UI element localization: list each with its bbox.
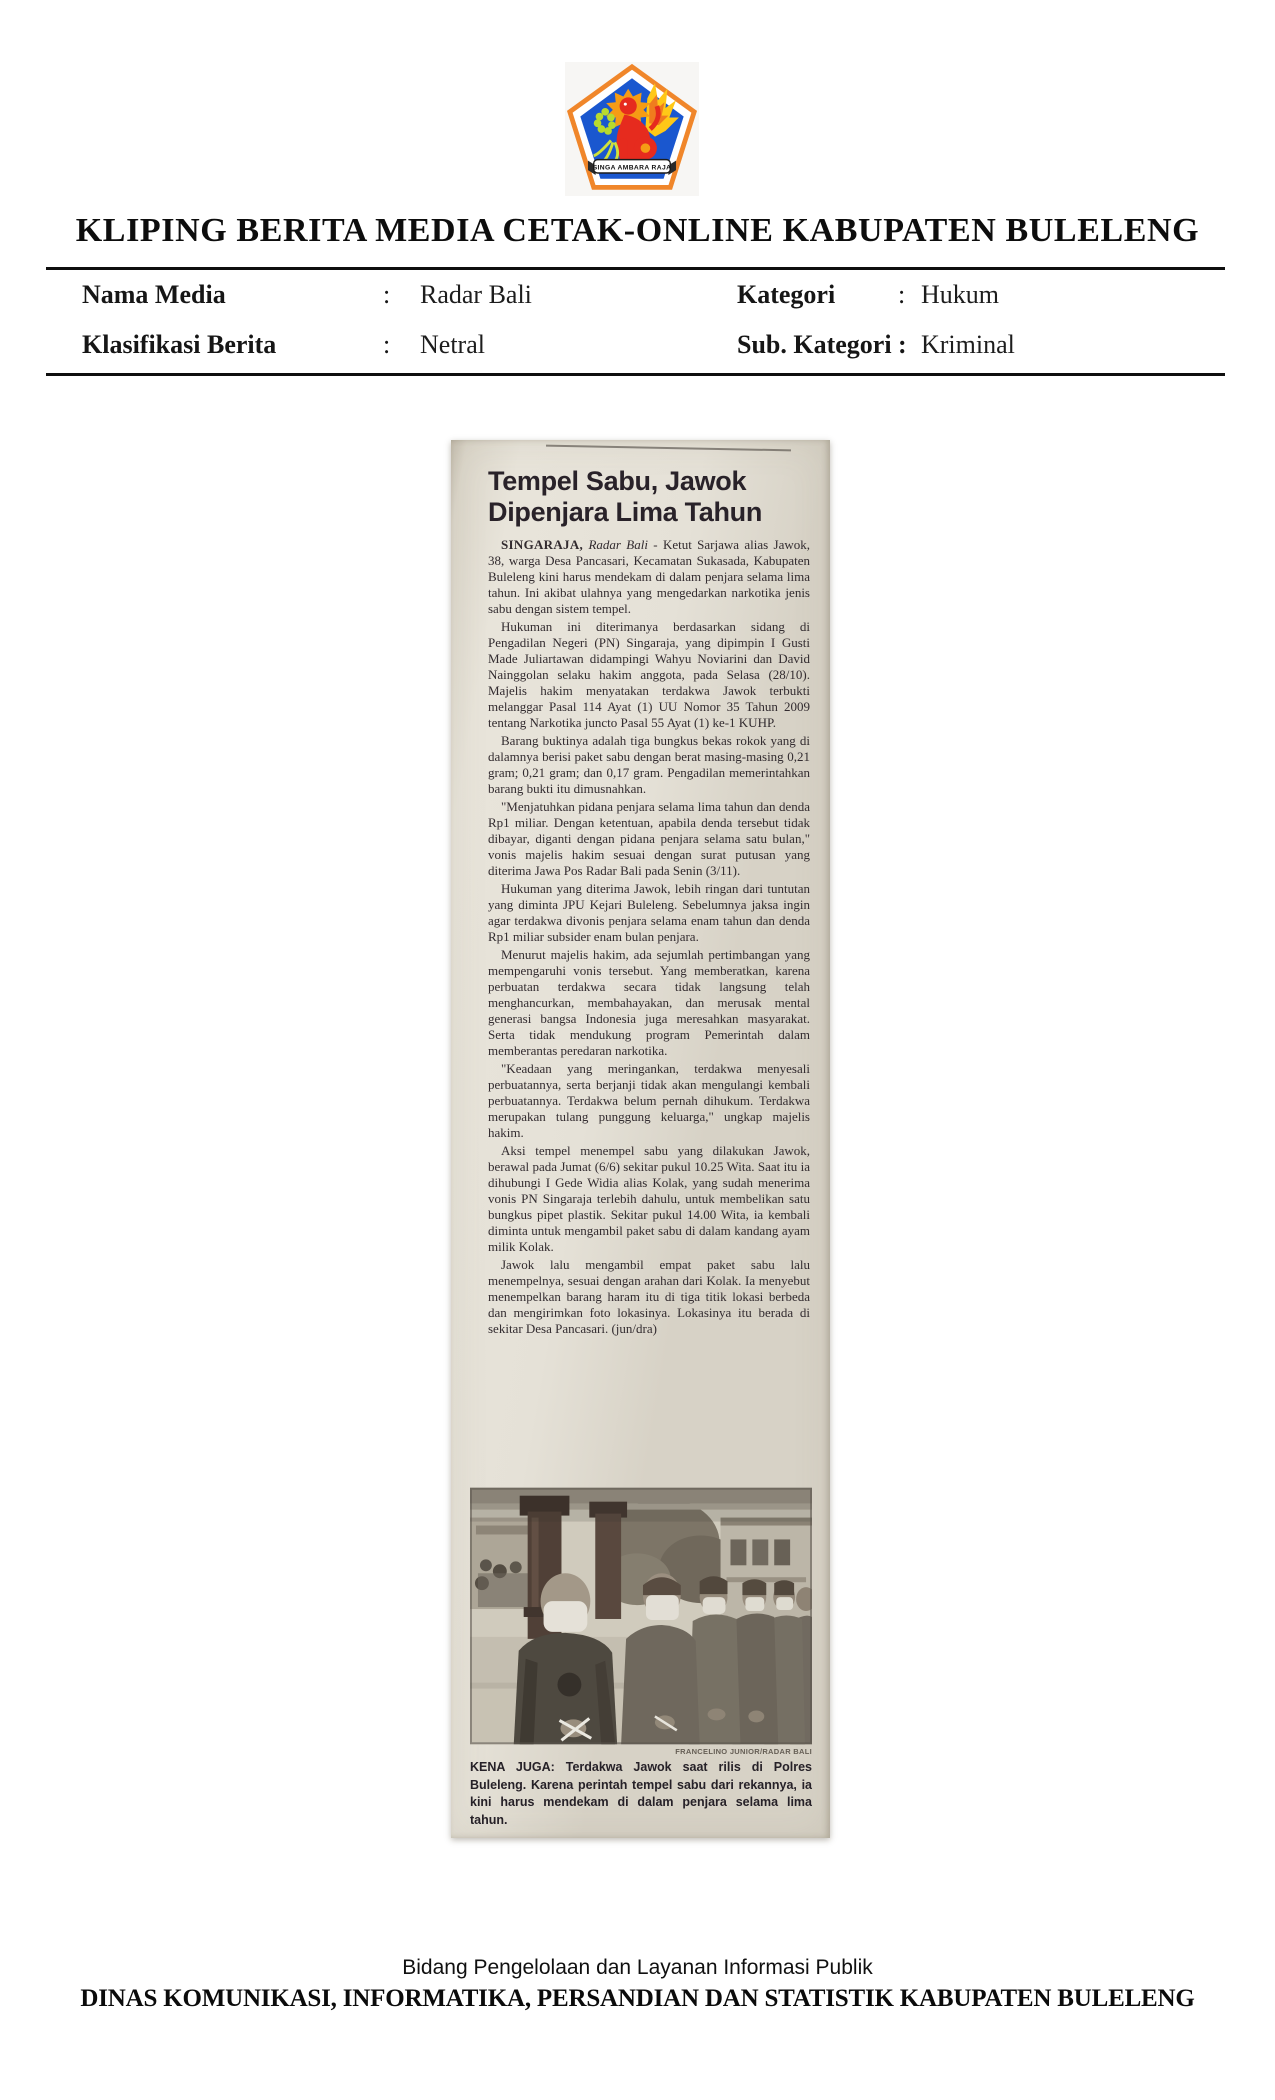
meta-value-kategori: Hukum bbox=[921, 280, 999, 309]
article-lead-text: - Ketut Sarjawa alias Jawok, 38, warga Desa Pancasari, Kecamatan Sukasada, Kabupaten Buleleng kini harus mendekam di dalam penjara selama lima tahun. Ini akibat ulahnya yang mengedarkan narkotika jenis sabu dengan sistem tempel. bbox=[488, 537, 810, 617]
article-photo bbox=[470, 1487, 812, 1745]
photo-caption-lead: KENA JUGA: bbox=[470, 1760, 555, 1775]
meta-colon: : bbox=[383, 280, 391, 309]
metadata-table bbox=[82, 280, 1222, 380]
photo-caption bbox=[470, 1759, 812, 1829]
meta-colon: : bbox=[898, 280, 906, 309]
photo-credit: FRANCELINO JUNIOR/RADAR BALI bbox=[675, 1747, 812, 1757]
meta-label-klasifikasi: Klasifikasi Berita bbox=[82, 330, 277, 359]
article-paragraph-lead bbox=[488, 537, 810, 617]
banner-text: SINGA AMBARA RAJA bbox=[592, 164, 672, 172]
headline-line-2: Dipenjara Lima Tahun bbox=[488, 497, 763, 528]
footer-division-line: Bidang Pengelolaan dan Layanan Informasi Publik bbox=[402, 1956, 873, 1979]
article-paragraph: Hukuman ini diterimanya berdasarkan sidang di Pengadilan Negeri (PN) Singaraja, yang dipimpin I Gusti Made Juliartawan didampingi Wahyu Noviarini dan David Nainggolan selaku hakim anggota, pada Selasa (28/10). Majelis hakim menyatakan terdakwa Jawok terbukti melanggar Pasal 114 Ayat (1) UU Nomor 35 Tahun 2009 tentang Narkotika juncto Pasal 55 Ayat (1) ke-1 KUHP. bbox=[488, 619, 810, 731]
meta-value-sub-kategori: Kriminal bbox=[921, 330, 1015, 359]
buleleng-emblem-icon bbox=[565, 62, 699, 196]
meta-label-kategori: Kategori bbox=[737, 280, 836, 309]
banner-ribbon bbox=[588, 160, 676, 175]
photo-sepia-overlay bbox=[470, 1488, 812, 1745]
article-paragraph: "Keadaan yang meringankan, terdakwa menyesali perbuatannya, serta berjanji tidak akan mengulangi kembali perbuatannya. Terdakwa belum pernah dihukum. Terdakwa merupakan tulang punggung keluarga," ungkap majelis hakim. bbox=[488, 1061, 810, 1141]
article-paragraph: Hukuman yang diterima Jawok, lebih ringan dari tuntutan yang diminta JPU Kejari Buleleng. Sebelumnya jaksa ingin agar terdakwa divonis penjara selama enam tahun dan denda Rp1 miliar subsider enam bulan penjara. bbox=[488, 881, 810, 945]
article-body bbox=[488, 537, 810, 1481]
article-headline bbox=[488, 466, 810, 528]
article-paragraph: Aksi tempel menempel sabu yang dilakukan Jawok, berawal pada Jumat (6/6) sekitar pukul 10.25 Wita. Saat itu ia dihubungi I Gede Widia alias Kolak, yang sudah menerima vonis PN Singaraja terlebih dahulu, untuk membelikan satu bungkus pipet plastik. Sekitar pukul 14.00 Wita, ia kembali diminta untuk mengambil paket sabu di dalam kandang ayam milik Kolak. bbox=[488, 1143, 810, 1255]
article-paragraph: "Menjatuhkan pidana penjara selama lima tahun dan denda Rp1 miliar. Dengan ketentuan, apabila denda tersebut tidak dibayar, diganti dengan pidana penjara selama satu bulan," vonis majelis hakim sesuai dengan surat putusan yang diterima Jawa Pos Radar Bali pada Senin (3/11). bbox=[488, 799, 810, 879]
photo-caption-text: Terdakwa Jawok saat rilis di Polres Buleleng. Karena perintah tempel sabu dari rekannya, ia kini harus mendekam di dalam penjara selama lima tahun. bbox=[470, 1760, 812, 1827]
meta-colon: : bbox=[383, 330, 391, 359]
metadata-row-1 bbox=[82, 280, 1222, 330]
article-paragraph: Barang buktinya adalah tiga bungkus bekas rokok yang di dalamnya berisi paket sabu dengan berat masing-masing 0,21 gram; 0,21 gram; dan 0,17 gram. Pengadilan memerintahkan barang bukti itu dimusnahkan. bbox=[488, 733, 810, 797]
meta-label-sub-kategori: Sub. Kategori bbox=[737, 330, 892, 359]
page-title: KLIPING BERITA MEDIA CETAK-ONLINE KABUPATEN BULELENG bbox=[75, 212, 1200, 249]
meta-colon: : bbox=[898, 330, 907, 359]
article-paragraph: Menurut majelis hakim, ada sejumlah pertimbangan yang mempengaruhi vonis tersebut. Yang memberatkan, karena perbuatan terdakwa secara tidak langsung telah menghancurkan, membahayakan, dan merusak mental generasi bangsa Indonesia juga meresahkan masyarakat. Serta tidak mendukung program Pemerintah dalam memberantas peredaran narkotika. bbox=[488, 947, 810, 1059]
headline-line-1: Tempel Sabu, Jawok bbox=[488, 466, 747, 496]
article-source: Radar Bali bbox=[588, 537, 648, 553]
newspaper-clipping bbox=[451, 440, 830, 1838]
article-paragraph: Jawok lalu mengambil empat paket sabu lalu menempelnya, sesuai dengan arahan dari Kolak. Ia menyebut menempelkan barang haram itu di tiga titik lokasi berbeda dan mengirimkan foto lokasinya. Lokasinya itu berada di sekitar Desa Pancasari. (jun/dra) bbox=[488, 1257, 810, 1337]
meta-label-nama-media: Nama Media bbox=[82, 280, 226, 309]
clipping-edge-line bbox=[546, 445, 791, 452]
divider-top bbox=[46, 267, 1225, 270]
buleleng-emblem-logo bbox=[565, 62, 699, 196]
article-dateline: SINGARAJA, bbox=[501, 537, 584, 553]
footer-agency-line: DINAS KOMUNIKASI, INFORMATIKA, PERSANDIAN DAN STATISTIK KABUPATEN BULELENG bbox=[80, 1985, 1195, 2012]
divider-bottom bbox=[46, 373, 1225, 376]
meta-value-nama-media: Radar Bali bbox=[420, 280, 532, 309]
meta-value-klasifikasi: Netral bbox=[420, 330, 485, 359]
